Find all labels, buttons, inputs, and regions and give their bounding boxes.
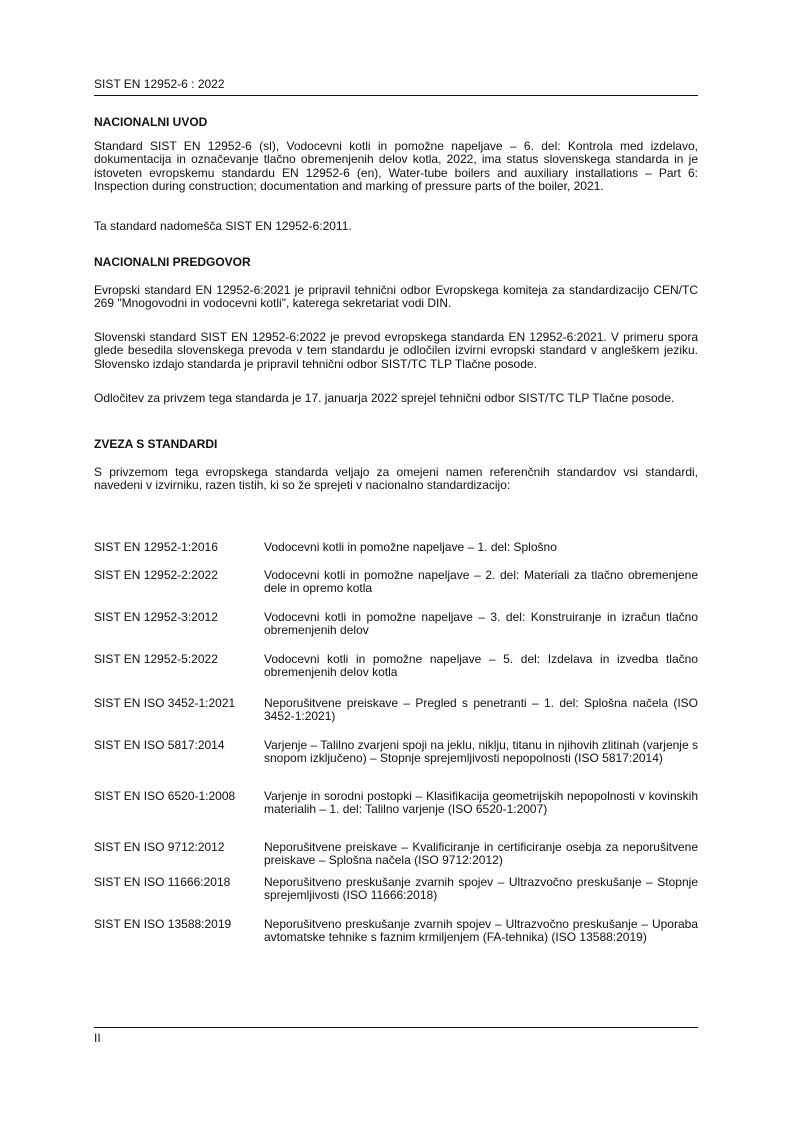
reference-code: SIST EN ISO 9712:2012 (94, 840, 225, 854)
reference-row (94, 841, 698, 868)
reference-row (94, 653, 698, 680)
predgovor-paragraph-3: Odločitev za privzem tega standarda je 17. januarja 2022 sprejel tehnični odbor SIST/TC TLP Tlačne posode. (94, 391, 675, 405)
heading-zveza-s-standardi: ZVEZA S STANDARDI (94, 437, 218, 451)
reference-title: Neporušitvene preiskave – Kvalificiranje in certificiranje osebja za neporušitvene preiskave – Splošna načela (ISO 9712:2012) (264, 840, 698, 868)
footer-rule (94, 1027, 698, 1028)
predgovor-paragraph-2: Slovenski standard SIST EN 12952-6:2022 je prevod evropskega standarda EN 12952-6:2021. V primeru spora glede besedila slovenskega prevoda v tem standardu je odločilen izvirni evropski standard v angleškem jeziku. Slovensko izdajo standarda je pripravil tehnični odbor SIST/TC TLP Tlačne posode. (94, 330, 698, 371)
reference-title: Vodocevni kotli in pomožne napeljave – 5. del: Izdelava in izvedba tlačno obremenjenih delov kotla (264, 652, 698, 680)
running-header: SIST EN 12952-6 : 2022 (94, 77, 225, 91)
reference-row (94, 918, 698, 945)
page-number: II (94, 1031, 101, 1045)
reference-code: SIST EN ISO 11666:2018 (94, 875, 231, 889)
reference-title: Varjenje in sorodni postopki – Klasifikacija geometrijskih nepopolnosti v kovinskih materialih – 1. del: Talilno varjenje (ISO 6520-1:2007) (264, 789, 698, 817)
reference-row (94, 790, 698, 817)
reference-row (94, 611, 698, 638)
reference-title: Neporušitveno preskušanje zvarnih spojev – Ultrazvočno preskušanje – Stopnje sprejemljivosti (ISO 11666:2018) (264, 875, 698, 903)
reference-title: Vodocevni kotli in pomožne napeljave – 1. del: Splošno (264, 540, 557, 554)
reference-code: SIST EN ISO 3452-1:2021 (94, 696, 236, 710)
reference-code: SIST EN ISO 5817:2014 (94, 738, 225, 752)
reference-title: Neporušitveno preskušanje zvarnih spojev – Ultrazvočno preskušanje – Uporaba avtomatske tehnike s faznim krmiljenjem (FA-tehnika) (ISO 13588:2019) (264, 917, 698, 945)
reference-code: SIST EN ISO 13588:2019 (94, 917, 232, 931)
reference-title: Neporušitvene preiskave – Pregled s penetranti – 1. del: Splošna načela (ISO 3452-1:2021) (264, 696, 698, 724)
reference-row (94, 739, 698, 766)
reference-code: SIST EN 12952-2:2022 (94, 568, 218, 582)
uvod-replaces: Ta standard nadomešča SIST EN 12952-6:2011. (94, 219, 352, 233)
reference-title: Vodocevni kotli in pomožne napeljave – 3. del: Konstruiranje in izračun tlačno obremenjenih delov (264, 610, 698, 638)
reference-row (94, 541, 698, 554)
reference-code: SIST EN 12952-3:2012 (94, 610, 218, 624)
reference-title: Vodocevni kotli in pomožne napeljave – 2. del: Materiali za tlačno obremenjene dele in opremo kotla (264, 568, 698, 596)
reference-row (94, 876, 698, 903)
header-rule (94, 95, 698, 96)
reference-row (94, 697, 698, 724)
reference-title: Varjenje – Talilno zvarjeni spoji na jeklu, niklju, titanu in njihovih zlitinah (varjenje s snopom izključeno) – Stopnje sprejemljivosti nepopolnosti (ISO 5817:2014) (264, 738, 698, 766)
heading-nacionalni-predgovor: NACIONALNI PREDGOVOR (94, 255, 251, 269)
reference-code: SIST EN 12952-1:2016 (94, 540, 218, 554)
uvod-paragraph: Standard SIST EN 12952-6 (sl), Vodocevni kotli in pomožne napeljave – 6. del: Kontrola med izdelavo, dokumentacija in označevanje tlačno obremenjenih delov kotla, 2022, ima status slovenskega standarda in je istoveten evropskemu standardu EN 12952-6 (en), Water-tube boilers and auxiliary installations – Part 6: Inspection during construction; documentation and marking of pressure parts of the boiler, 2021. (94, 139, 698, 194)
heading-nacionalni-uvod: NACIONALNI UVOD (94, 115, 208, 129)
zveza-paragraph: S privzemom tega evropskega standarda veljajo za omejeni namen referenčnih standardov vsi standardi, navedeni v izvirniku, razen tistih, ki so že sprejeti v nacionalno standardizacijo: (94, 465, 698, 493)
reference-code: SIST EN ISO 6520-1:2008 (94, 789, 236, 803)
reference-code: SIST EN 12952-5:2022 (94, 652, 218, 666)
reference-row (94, 569, 698, 596)
predgovor-paragraph-1: Evropski standard EN 12952-6:2021 je pripravil tehnični odbor Evropskega komiteja za standardizacijo CEN/TC 269 "Mnogovodni in vodocevni kotli", katerega sekretariat vodi DIN. (94, 283, 698, 311)
